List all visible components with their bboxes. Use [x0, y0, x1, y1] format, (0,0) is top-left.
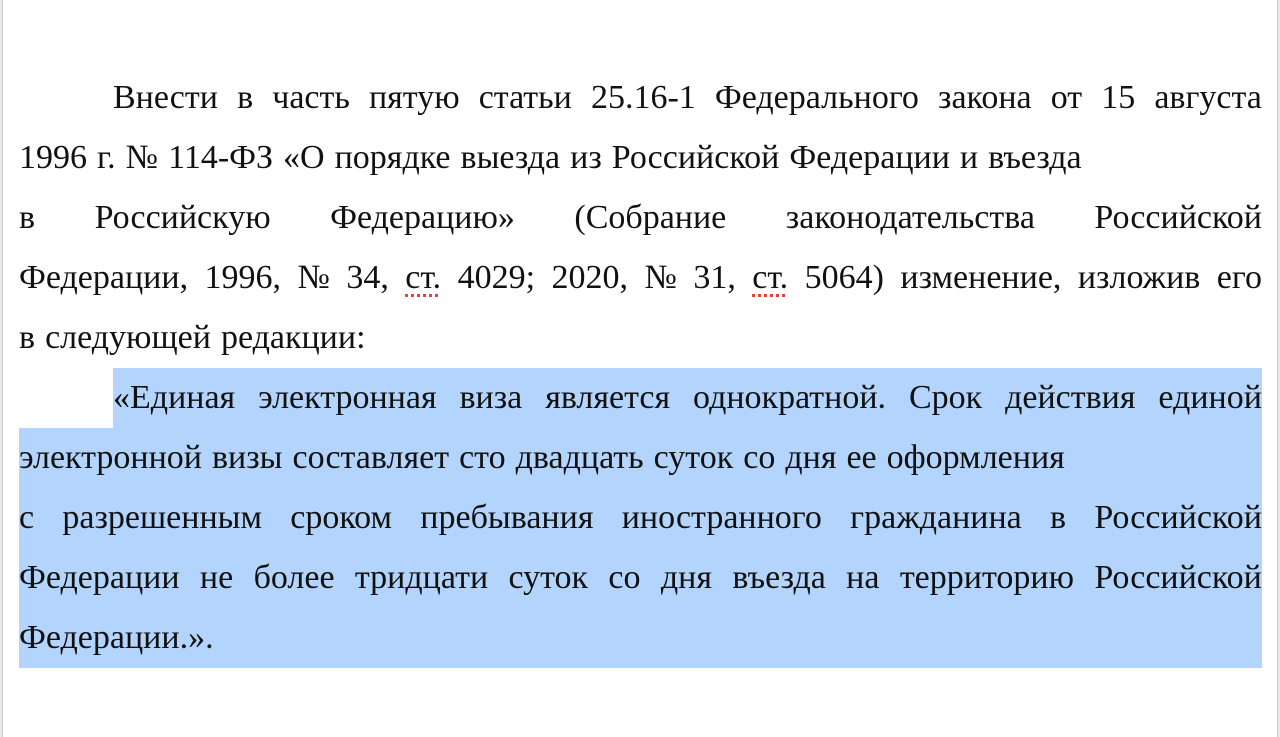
word: составляет	[292, 439, 450, 476]
selected-paragraph-line-5	[19, 608, 1262, 668]
word: двадцать	[515, 439, 644, 476]
word: Внести	[113, 79, 218, 116]
word: «Единая	[113, 379, 236, 416]
word: разрешенным	[62, 499, 262, 536]
word: 15	[1101, 79, 1136, 116]
word: въезда	[732, 559, 826, 596]
word: территорию	[899, 559, 1074, 596]
word: Федерации	[19, 559, 180, 596]
word: часть	[272, 79, 350, 116]
word: со	[743, 439, 776, 476]
word: закона	[938, 79, 1032, 116]
word: 1996	[19, 139, 87, 176]
word: следующей	[45, 319, 211, 356]
word: 4029;	[457, 259, 536, 296]
word: пребывания	[420, 499, 594, 536]
selected-paragraph-line-2	[19, 428, 1262, 488]
word: Российской	[611, 139, 780, 176]
word: оформления	[886, 439, 1065, 476]
word: электронной	[19, 439, 202, 476]
word: единой	[1158, 379, 1262, 416]
word: пятую	[368, 79, 460, 116]
word: (Собрание	[574, 199, 727, 236]
word: Российской	[1094, 499, 1262, 536]
word: от	[1050, 79, 1083, 116]
word: с	[19, 499, 35, 536]
paragraph-1-line-3	[19, 188, 1262, 248]
word: Федерального	[714, 79, 919, 116]
word: Российскую	[94, 199, 271, 236]
word: в	[19, 199, 36, 236]
word: тридцати	[354, 559, 489, 596]
word: 5064)	[804, 259, 884, 296]
word: и	[959, 139, 979, 176]
word: 25.16-1	[590, 79, 696, 116]
selected-paragraph-line-4	[19, 548, 1262, 608]
word: сто	[459, 439, 506, 476]
word: статьи	[478, 79, 572, 116]
word: выезда	[460, 139, 561, 176]
word: августа	[1154, 79, 1262, 116]
word: суток	[653, 439, 734, 476]
word: порядке	[334, 139, 451, 176]
paragraph-1-line-5	[19, 308, 1262, 368]
word: однократной.	[693, 379, 887, 416]
word: 34,	[346, 259, 389, 296]
word: законодательства	[785, 199, 1035, 236]
word: Федерации	[789, 139, 950, 176]
word: Срок	[908, 379, 983, 416]
word: Российской	[1094, 199, 1262, 236]
spellcheck-flagged-word: ст.	[752, 259, 789, 296]
word: изменение,	[900, 259, 1062, 296]
word: на	[846, 559, 880, 596]
word: со	[608, 559, 641, 596]
word: №	[297, 259, 330, 296]
word: 114-ФЗ	[168, 139, 274, 176]
word: в	[19, 319, 36, 356]
word: иностранного	[621, 499, 822, 536]
word: визы	[211, 439, 283, 476]
word: изложив	[1077, 259, 1201, 296]
word: действия	[1005, 379, 1136, 416]
word: дня	[785, 439, 837, 476]
selected-paragraph-line-3	[19, 488, 1262, 548]
word: ее	[846, 439, 877, 476]
word: в	[1050, 499, 1067, 536]
word: «О	[283, 139, 325, 176]
word: Федерации,	[19, 259, 189, 296]
word: виза	[459, 379, 523, 416]
word: дня	[660, 559, 712, 596]
paragraph-1-line-2	[19, 128, 1262, 188]
word: суток	[508, 559, 589, 596]
word: не	[199, 559, 234, 596]
word: из	[570, 139, 602, 176]
word: гражданина	[850, 499, 1022, 536]
word: 31,	[693, 259, 736, 296]
word: является	[545, 379, 671, 416]
word: Российской	[1094, 559, 1262, 596]
word: электронная	[258, 379, 437, 416]
word: сроком	[290, 499, 393, 536]
spellcheck-flagged-word: ст.	[405, 259, 442, 296]
word: Федерации.».	[19, 619, 214, 656]
word: в	[237, 79, 254, 116]
word: 1996,	[204, 259, 282, 296]
word: более	[253, 559, 335, 596]
word: его	[1216, 259, 1262, 296]
word: редакции:	[220, 319, 366, 356]
word: въезда	[988, 139, 1082, 176]
word: 2020,	[551, 259, 629, 296]
selected-paragraph-line-1	[113, 368, 1262, 428]
word: №	[644, 259, 677, 296]
document-body[interactable]	[19, 68, 1262, 668]
word: №	[125, 139, 159, 176]
paragraph-1-line-4	[19, 248, 1262, 308]
paragraph-1-line-1	[19, 68, 1262, 128]
word: Федерацию»	[330, 199, 515, 236]
document-page[interactable]	[2, 0, 1278, 737]
word: г.	[97, 139, 116, 176]
